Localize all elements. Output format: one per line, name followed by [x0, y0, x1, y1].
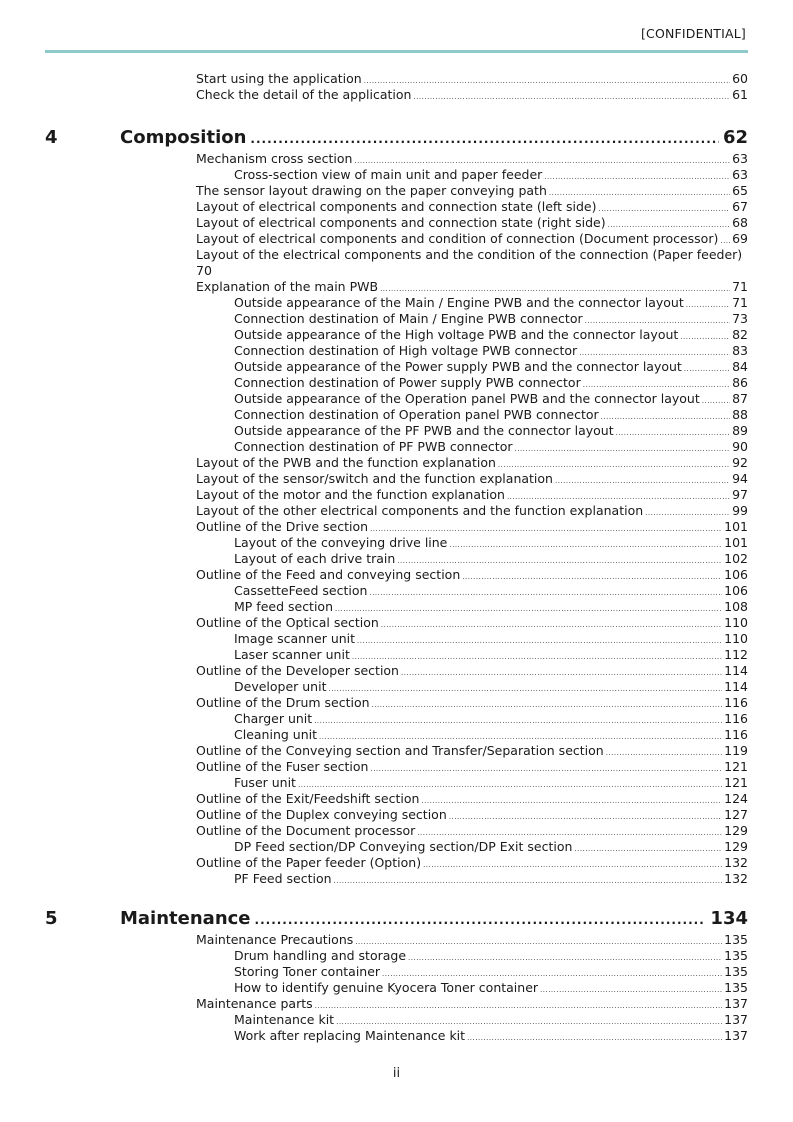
toc-entry-title: Outside appearance of the PF PWB and the connector layout — [234, 423, 614, 438]
toc-subentry[interactable] — [234, 583, 748, 598]
toc-subentry[interactable] — [234, 359, 748, 374]
dot-leader — [616, 429, 730, 437]
toc-entry[interactable] — [196, 663, 748, 678]
toc-entry-title: Work after replacing Maintenance kit — [234, 1028, 466, 1043]
toc-subentry[interactable] — [234, 839, 748, 854]
toc-entry-title: Layout of the sensor/switch and the function explanation — [196, 471, 553, 486]
dot-leader — [462, 573, 722, 581]
dot-leader — [401, 669, 722, 677]
toc-subentry[interactable] — [234, 295, 748, 310]
toc-page-number: 60 — [732, 71, 748, 86]
toc-page-number: 135 — [724, 948, 748, 963]
toc-entry-title: Layout of the other electrical components and the function explanation — [196, 503, 644, 518]
toc-page-number: 86 — [732, 375, 748, 390]
toc-page-number: 63 — [732, 167, 748, 182]
toc-page-number: 82 — [732, 327, 748, 342]
toc-entry[interactable] — [196, 996, 748, 1011]
toc-entry-title: Connection destination of PF PWB connector — [234, 439, 513, 454]
toc-page-number: 137 — [724, 1028, 748, 1043]
toc-subentry[interactable] — [234, 599, 748, 614]
toc-entry[interactable] — [196, 183, 748, 198]
toc-entry-title: Layout of each drive train — [234, 551, 396, 566]
dot-leader — [315, 1002, 723, 1010]
dot-leader — [355, 938, 722, 946]
dot-leader — [498, 461, 730, 469]
toc-page-number: 106 — [724, 567, 748, 582]
dot-leader — [601, 413, 730, 421]
toc-entry-title: Laser scanner unit — [234, 647, 350, 662]
toc-subentry[interactable] — [234, 423, 748, 438]
toc-page-number: 116 — [724, 695, 748, 710]
toc-entry-title: How to identify genuine Kyocera Toner container — [234, 980, 539, 995]
dot-leader — [549, 189, 730, 197]
toc-page-number: 135 — [724, 964, 748, 979]
toc-entry-title: Outline of the Optical section — [196, 615, 379, 630]
toc-entry-title: Layout of the motor and the function explanation — [196, 487, 505, 502]
dot-leader — [421, 797, 722, 805]
dot-leader — [579, 349, 730, 357]
dot-leader — [598, 205, 730, 213]
toc-page-number: 73 — [732, 311, 748, 326]
dot-leader — [314, 717, 722, 725]
toc-entry[interactable] — [196, 199, 748, 214]
header-rule — [45, 50, 748, 53]
toc-entry-title: Cross-section view of main unit and paper feeder — [234, 167, 543, 182]
toc-entry-title: Connection destination of Power supply PWB connector — [234, 375, 581, 390]
toc-entry[interactable] — [196, 503, 748, 518]
toc-page-number: 110 — [724, 631, 748, 646]
toc-entry[interactable] — [196, 471, 748, 486]
dot-leader — [608, 221, 731, 229]
toc-entry-title: Outline of the Drum section — [196, 695, 370, 710]
toc-page-number: 112 — [724, 647, 748, 662]
toc-page-number: 99 — [732, 503, 748, 518]
dot-leader — [544, 173, 730, 181]
toc-subentry[interactable] — [234, 375, 748, 390]
toc-page-number: 63 — [732, 151, 748, 166]
dot-leader — [397, 557, 722, 565]
toc-entry-title: Charger unit — [234, 711, 313, 726]
toc-page-number: 68 — [732, 215, 748, 230]
toc-page-number: 97 — [732, 487, 748, 502]
toc-entry[interactable] — [196, 743, 748, 758]
toc-page-number: 101 — [724, 519, 748, 534]
toc-page-number: 101 — [724, 535, 748, 550]
dot-leader — [364, 77, 730, 85]
toc-page-number: 127 — [724, 807, 748, 822]
chapter-heading[interactable] — [120, 908, 748, 929]
toc-entry-title: Image scanner unit — [234, 631, 356, 646]
toc-page-number: 92 — [732, 455, 748, 470]
toc-page-number: 114 — [724, 679, 748, 694]
toc-entry-title: PF Feed section — [234, 871, 332, 886]
toc-entry-title: Cleaning unit — [234, 727, 317, 742]
toc-page-number: 94 — [732, 471, 748, 486]
toc-page-number: 67 — [732, 199, 748, 214]
toc-page-number: 119 — [724, 743, 748, 758]
toc-page-number: 137 — [724, 996, 748, 1011]
toc-entry-title: Connection destination of Operation panel PWB connector — [234, 407, 599, 422]
toc-page-number: 71 — [732, 295, 748, 310]
toc-page-number: 121 — [724, 759, 748, 774]
toc-subentry[interactable] — [234, 647, 748, 662]
dot-leader — [684, 365, 730, 373]
toc-subentry[interactable] — [234, 679, 748, 694]
toc-entry-title: Outline of the Document processor — [196, 823, 416, 838]
toc-page-number: 69 — [732, 231, 748, 246]
toc-page-number: 121 — [724, 775, 748, 790]
toc-subentry[interactable] — [234, 1028, 748, 1043]
dot-leader — [555, 477, 730, 485]
toc-entry[interactable] — [196, 215, 748, 230]
toc-subentry[interactable] — [234, 391, 748, 406]
toc-entry-title: Layout of electrical components and connection state (left side) — [196, 199, 597, 214]
toc-entry[interactable] — [196, 455, 748, 470]
dot-leader — [380, 285, 730, 293]
toc-page-number: 135 — [724, 932, 748, 947]
toc-subentry[interactable] — [234, 439, 748, 454]
toc-entry-title: Outline of the Exit/Feedshift section — [196, 791, 420, 806]
chapter-page-number: 62 — [722, 127, 748, 148]
toc-entry[interactable] — [196, 279, 748, 294]
dot-leader — [515, 445, 731, 453]
toc-subentry[interactable] — [234, 964, 748, 979]
toc-page-number: 108 — [724, 599, 748, 614]
dot-leader — [255, 913, 707, 927]
toc-entry-title: Storing Toner container — [234, 964, 381, 979]
dot-leader — [370, 525, 722, 533]
chapter-number: 4 — [45, 127, 58, 148]
dot-leader — [574, 845, 722, 853]
toc-entry-title: Outline of the Feed and conveying section — [196, 567, 461, 582]
toc-entry-title: Outside appearance of the Power supply PWB and the connector layout — [234, 359, 682, 374]
toc-subentry[interactable] — [234, 711, 748, 726]
toc-page-number: 61 — [732, 87, 748, 102]
toc-entry-title: Explanation of the main PWB — [196, 279, 379, 294]
toc-entry-title: Outline of the Conveying section and Transfer/Separation section — [196, 743, 604, 758]
toc-page-number: 65 — [732, 183, 748, 198]
dot-leader — [645, 509, 730, 517]
dot-leader — [372, 701, 723, 709]
toc-subentry[interactable] — [234, 980, 748, 995]
toc-entry-title: Maintenance kit — [234, 1012, 335, 1027]
dot-leader — [680, 333, 730, 341]
toc-subentry[interactable] — [234, 871, 748, 886]
toc-page-number: 102 — [724, 551, 748, 566]
toc-subentry[interactable] — [234, 775, 748, 790]
dot-leader — [382, 970, 722, 978]
toc-entry[interactable] — [196, 231, 748, 246]
toc-entry[interactable] — [196, 487, 748, 502]
chapter-page-number: 134 — [710, 908, 748, 929]
toc-entry[interactable] — [196, 567, 748, 582]
toc-page-number: 88 — [732, 407, 748, 422]
toc-subentry[interactable] — [234, 551, 748, 566]
toc-subentry[interactable] — [234, 311, 748, 326]
toc-entry-title: Outline of the Fuser section — [196, 759, 369, 774]
dot-leader — [369, 589, 722, 597]
dot-leader — [352, 653, 722, 661]
toc-subentry[interactable] — [234, 407, 748, 422]
toc-page-number: 116 — [724, 727, 748, 742]
toc-page-number: 84 — [732, 359, 748, 374]
toc-entry-title: The sensor layout drawing on the paper conveying path — [196, 183, 547, 198]
toc-subentry[interactable] — [234, 1012, 748, 1027]
toc-entry-title: DP Feed section/DP Conveying section/DP Exit section — [234, 839, 573, 854]
toc-entry-title: Layout of the electrical components and the condition of the connection (Paper feeder) 70 — [196, 247, 743, 278]
toc-page-number: 89 — [732, 423, 748, 438]
toc-entry[interactable] — [196, 71, 748, 86]
toc-entry-title: Layout of electrical components and connection state (right side) — [196, 215, 606, 230]
toc-entry-title: Connection destination of Main / Engine PWB connector — [234, 311, 583, 326]
dot-leader — [583, 381, 730, 389]
dot-leader — [335, 605, 722, 613]
toc-entry-title: Outside appearance of the Main / Engine PWB and the connector layout — [234, 295, 684, 310]
dot-leader — [354, 157, 730, 165]
toc-page-number: 106 — [724, 583, 748, 598]
dot-leader — [417, 829, 722, 837]
toc-subentry[interactable] — [234, 327, 748, 342]
dot-leader — [606, 749, 722, 757]
toc-entry-title: Mechanism cross section — [196, 151, 353, 166]
toc-entry-title: Maintenance parts — [196, 996, 313, 1011]
dot-leader — [408, 954, 722, 962]
toc-entry-title: Drum handling and storage — [234, 948, 407, 963]
toc-entry[interactable] — [196, 151, 748, 166]
toc-page-number: 90 — [732, 439, 748, 454]
dot-leader — [381, 621, 722, 629]
toc-entry-title: Developer unit — [234, 679, 327, 694]
toc-page-number: 110 — [724, 615, 748, 630]
toc-entry-title: Outside appearance of the High voltage PWB and the connector layout — [234, 327, 679, 342]
toc-entry-title: Check the detail of the application — [196, 87, 412, 102]
dot-leader — [334, 877, 723, 885]
dot-leader — [319, 733, 722, 741]
toc-page-number: 135 — [724, 980, 748, 995]
toc-entry-title: Outline of the Duplex conveying section — [196, 807, 447, 822]
toc-page-number: 114 — [724, 663, 748, 678]
toc-entry-title: Fuser unit — [234, 775, 296, 790]
toc-entry[interactable] — [196, 519, 748, 534]
toc-page-number: 129 — [724, 839, 748, 854]
toc-subentry[interactable] — [234, 631, 748, 646]
chapter-title: Maintenance — [120, 908, 251, 929]
dot-leader — [507, 493, 730, 501]
toc-page-number: 87 — [732, 391, 748, 406]
chapter-title: Composition — [120, 127, 247, 148]
dot-leader — [467, 1034, 722, 1042]
dot-leader — [686, 301, 730, 309]
toc-subentry[interactable] — [234, 343, 748, 358]
dot-leader — [423, 861, 722, 869]
toc-entry[interactable] — [196, 247, 748, 279]
toc-entry[interactable] — [196, 87, 748, 102]
page-number: ii — [392, 1066, 401, 1081]
dot-leader — [702, 397, 730, 405]
dot-leader — [449, 813, 722, 821]
toc-page-number: 116 — [724, 711, 748, 726]
dot-leader — [357, 637, 722, 645]
toc-entry-title: MP feed section — [234, 599, 334, 614]
chapter-heading[interactable] — [120, 127, 748, 148]
dot-leader — [540, 986, 722, 994]
toc-page-number: 137 — [724, 1012, 748, 1027]
dot-leader — [336, 1018, 722, 1026]
toc-entry[interactable] — [196, 695, 748, 710]
dot-leader — [298, 781, 722, 789]
toc-page-number: 132 — [724, 855, 748, 870]
toc-entry[interactable] — [196, 807, 748, 822]
dot-leader — [449, 541, 722, 549]
toc-entry-title: Layout of the conveying drive line — [234, 535, 448, 550]
toc-page-number: 124 — [724, 791, 748, 806]
toc-page-number: 129 — [724, 823, 748, 838]
dot-leader — [720, 237, 730, 245]
toc-entry-title: Maintenance Precautions — [196, 932, 354, 947]
toc-entry[interactable] — [196, 759, 748, 774]
toc-entry[interactable] — [196, 791, 748, 806]
toc-entry[interactable] — [196, 823, 748, 838]
toc-page-number: 83 — [732, 343, 748, 358]
toc-subentry[interactable] — [234, 167, 748, 182]
toc-subentry[interactable] — [234, 948, 748, 963]
dot-leader — [413, 93, 730, 101]
dot-leader — [328, 685, 722, 693]
chapter-number: 5 — [45, 908, 58, 929]
toc-entry-title: CassetteFeed section — [234, 583, 368, 598]
confidential-label: [CONFIDENTIAL] — [640, 26, 746, 41]
dot-leader — [250, 132, 719, 146]
toc-entry-title: Outline of the Developer section — [196, 663, 399, 678]
toc-entry[interactable] — [196, 855, 748, 870]
toc-page-number: 132 — [724, 871, 748, 886]
toc-entry[interactable] — [196, 615, 748, 630]
dot-leader — [585, 317, 730, 325]
toc-entry-title: Outline of the Paper feeder (Option) — [196, 855, 422, 870]
toc-entry-title: Outside appearance of the Operation panel PWB and the connector layout — [234, 391, 700, 406]
toc-entry-title: Connection destination of High voltage PWB connector — [234, 343, 578, 358]
toc-page-number: 71 — [732, 279, 748, 294]
dot-leader — [370, 765, 722, 773]
toc-subentry[interactable] — [234, 727, 748, 742]
toc-entry-title: Layout of the PWB and the function explanation — [196, 455, 496, 470]
toc-subentry[interactable] — [234, 535, 748, 550]
toc-entry[interactable] — [196, 932, 748, 947]
toc-entry-title: Start using the application — [196, 71, 362, 86]
toc-entry-title: Outline of the Drive section — [196, 519, 369, 534]
toc-entry-title: Layout of electrical components and condition of connection (Document processor) — [196, 231, 719, 246]
